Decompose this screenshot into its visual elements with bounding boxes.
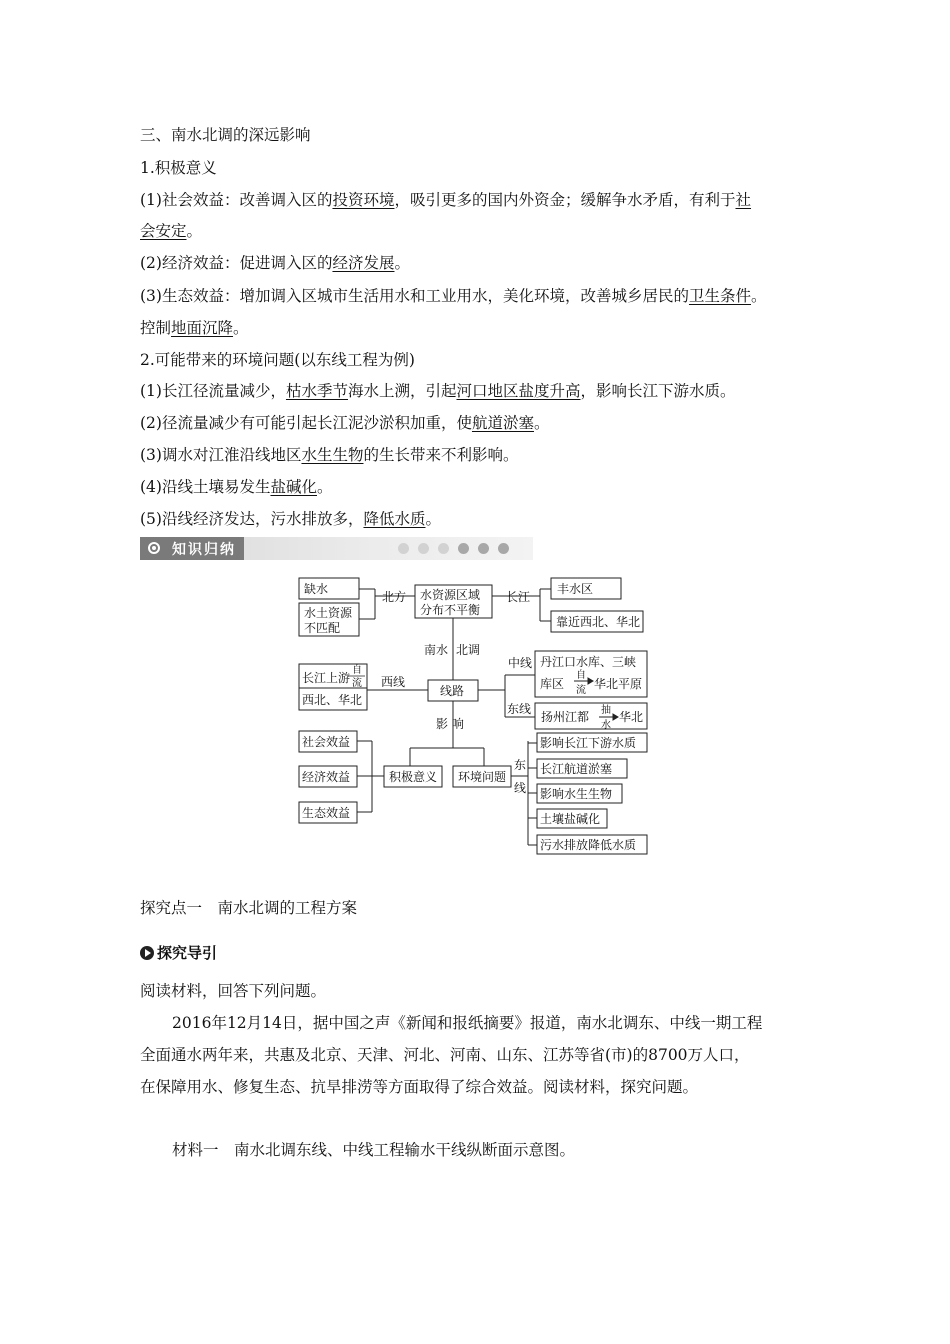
problem-3: (3)调水对江淮沿线地区水生生物的生长带来不利影响。 <box>140 446 519 464</box>
node-effect-5: 污水排放降低水质 <box>540 838 637 852</box>
decor-dot <box>398 543 409 554</box>
label-yingxiang: 影 响 <box>436 717 464 731</box>
node-xianlu: 线路 <box>440 684 465 698</box>
node-shuitu-1: 水土资源 <box>304 606 353 620</box>
label-zi-1: 自 <box>576 670 586 681</box>
play-icon <box>140 946 154 960</box>
node-shengtai: 生态效益 <box>302 806 351 820</box>
positive-title: 1.积极意义 <box>140 159 217 177</box>
material-para-2: 全面通水两年来，共惠及北京、天津、河北、河南、山东、江苏等省(市)的8700万人口， <box>140 1046 750 1064</box>
explore-title: 探究点一 南水北调的工程方案 <box>140 899 358 917</box>
label-dong: 东 <box>514 758 527 772</box>
problem-1: (1)长江径流量减少，枯水季节海水上溯，引起河口地区盐度升高，影响长江下游水质。 <box>140 382 736 400</box>
decor-dot <box>418 543 429 554</box>
knowledge-summary-banner <box>140 537 533 560</box>
node-shuitu-2: 不匹配 <box>304 621 341 635</box>
node-jingji: 经济效益 <box>302 770 351 784</box>
label-beidiao: 北调 <box>456 643 481 657</box>
section-heading: 三、南水北调的深远影响 <box>140 126 311 144</box>
node-effect-3: 影响水生生物 <box>540 787 613 801</box>
node-jiji: 积极意义 <box>389 770 438 784</box>
problem-4: (4)沿线土壤易发生盐碱化。 <box>140 478 333 496</box>
problem-2: (2)径流量减少有可能引起长江泥沙淤积加重，使航道淤塞。 <box>140 414 550 432</box>
label-shui: 水 <box>601 720 611 731</box>
label-zi-2: 自 <box>352 665 362 676</box>
label-dongxian: 东线 <box>507 702 532 716</box>
node-danjiang: 丹江口水库、三峡 <box>540 655 637 669</box>
material-para-3: 在保障用水、修复生态、抗旱排涝等方面取得了综合效益。阅读材料，探究问题。 <box>140 1078 699 1096</box>
node-huabei: 华北 <box>619 710 644 724</box>
social-benefit-line-2: 会安定。 <box>140 222 203 240</box>
decor-dot <box>458 543 469 554</box>
decor-dot <box>478 543 489 554</box>
node-kaojin: 靠近西北、华北 <box>556 615 641 629</box>
node-huanjing: 环境问题 <box>458 770 507 784</box>
explore-guide: 探究导引 <box>140 942 217 963</box>
ecological-benefit-line: (3)生态效益：增加调入区城市生活用水和工业用水，美化环境，改善城乡居民的卫生条件。 <box>140 287 767 305</box>
social-benefit-line: (1)社会效益：改善调入区的投资环境，吸引更多的国内外资金；缓解争水矛盾，有利于社 <box>140 191 752 209</box>
label-nanshui: 南水 <box>424 643 449 657</box>
instruction: 阅读材料，回答下列问题。 <box>140 982 327 1000</box>
node-yangzhou: 扬州江都 <box>541 710 590 724</box>
label-chou: 抽 <box>601 705 611 716</box>
label-zhongxian: 中线 <box>508 656 533 670</box>
node-xibei-huabei: 西北、华北 <box>302 693 363 707</box>
decor-dot <box>438 543 449 554</box>
node-shehui: 社会效益 <box>302 735 351 749</box>
node-center-1: 水资源区域 <box>420 588 481 602</box>
node-effect-1: 影响长江下游水质 <box>540 736 637 750</box>
node-effect-4: 土壤盐碱化 <box>540 812 601 826</box>
node-effect-2: 长江航道淤塞 <box>540 762 613 776</box>
material-one-caption: 材料一 南水北调东线、中线工程输水干线纵断面示意图。 <box>172 1141 576 1159</box>
decor-dot <box>498 543 509 554</box>
node-huabei-plain: 华北平原 <box>594 677 643 691</box>
problem-5: (5)沿线经济发达，污水排放多，降低水质。 <box>140 510 441 528</box>
material-para-1: 2016年12月14日，据中国之声《新闻和报纸摘要》报道，南水北调东、中线一期工程 <box>172 1014 763 1032</box>
node-cj-up: 长江上游 <box>302 671 351 685</box>
label-changjiang: 长江 <box>506 590 531 604</box>
node-center-2: 分布不平衡 <box>420 603 481 617</box>
label-liu-1: 流 <box>576 685 586 696</box>
economic-benefit-line: (2)经济效益：促进调入区的经济发展。 <box>140 254 410 272</box>
node-fengshui: 丰水区 <box>557 582 594 596</box>
ecological-benefit-line-2: 控制地面沉降。 <box>140 319 249 337</box>
label-xixian: 西线 <box>381 675 406 689</box>
node-quesui: 缺水 <box>304 582 329 596</box>
problems-title: 2.可能带来的环境问题(以东线工程为例) <box>140 351 415 369</box>
target-icon <box>148 542 160 554</box>
node-kuqu: 库区 <box>540 677 565 691</box>
label-beifang: 北方 <box>382 590 407 604</box>
label-liu-2: 流 <box>352 678 362 689</box>
banner-label: 知识归纳 <box>172 542 236 558</box>
label-xian: 线 <box>514 781 527 795</box>
